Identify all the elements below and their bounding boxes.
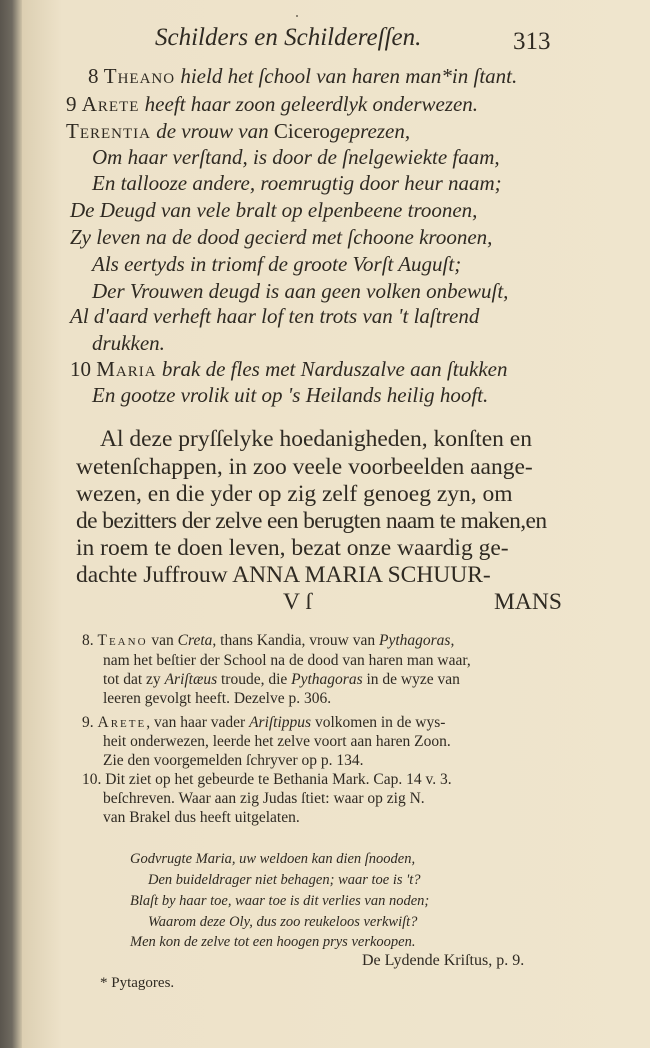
- body-line: wezen, en die yder op zig zelf genoeg zyn, om: [76, 481, 513, 507]
- footnote-line: tot dat zy Ariſtæus troude, die Pythagoras in de wyze van: [103, 671, 460, 688]
- verse-line: Al d'aard verheft haar lof ten trots van 't laſtrend: [70, 304, 480, 328]
- page-number: 313: [513, 28, 551, 55]
- verse-line: Om haar verſtand, is door de ſnelgewiekte faam,: [92, 145, 500, 169]
- footnote-line: beſchreven. Waar aan zig Judas ſtiet: waar op zig N.: [103, 790, 425, 807]
- signature-mark: V ſ: [283, 589, 312, 615]
- quoted-verse-line: Godvrugte Maria, uw weldoen kan dien ſnooden,: [130, 851, 416, 867]
- footnote-line: heit onderwezen, leerde het zelve voort aan haren Zoon.: [103, 733, 451, 750]
- quoted-verse-line: Men kon de zelve tot een hoogen prys verkoopen.: [130, 934, 416, 950]
- verse-line: En tallooze andere, roemrugtig door heur naam;: [92, 171, 502, 195]
- footnote-9: 9. Arete, van haar vader Ariſtippus volkomen in de wys-: [82, 714, 446, 731]
- body-line: de bezitters der zelve een berugten naam te maken,en: [76, 508, 547, 534]
- library-mark: [296, 15, 298, 17]
- catchword: MANS: [494, 589, 562, 615]
- asterisk-note: * Pytagores.: [100, 975, 175, 991]
- quote-attribution: De Lydende Kriſtus, p. 9.: [362, 952, 525, 969]
- body-line: Al deze pryſſelyke hoedanigheden, konſten en: [100, 426, 532, 452]
- verse-line: En gootze vrolik uit op 's Heilands heilig hooft.: [92, 383, 489, 407]
- verse-line: Terentia de vrouw van Cicerogeprezen,: [66, 119, 411, 143]
- verse-line: Der Vrouwen deugd is aan geen volken onbewuſt,: [92, 279, 509, 303]
- verse-line: 8 Theano hield het ſchool van haren man*in ſtant.: [88, 64, 518, 88]
- footnote-line: leeren gevolgt heeft. Dezelve p. 306.: [103, 690, 332, 707]
- body-line: dachte Juffrouw ANNA MARIA SCHUUR-: [76, 562, 491, 588]
- quoted-verse-line: Den buideldrager niet behagen; waar toe is 't?: [148, 872, 421, 888]
- verse-line: Als eertyds in triomf de groote Vorſt Auguſt;: [92, 252, 462, 276]
- body-line: in roem te doen leven, bezat onze waardig ge-: [76, 535, 509, 561]
- book-spine-shadow: [0, 0, 22, 1048]
- verse-line: drukken.: [92, 331, 165, 355]
- footnote-line: nam het beſtier der School na de dood van haren man waar,: [103, 652, 471, 669]
- footnote-10: 10. Dit ziet op het gebeurde te Bethania Mark. Cap. 14 v. 3.: [82, 771, 452, 788]
- quoted-verse-line: Blaſt by haar toe, waar toe is dit verlies van noden;: [130, 893, 430, 909]
- body-line: wetenſchappen, in zoo veele voorbeelden aange-: [76, 454, 533, 480]
- footnote-line: van Brakel dus heeft uitgelaten.: [103, 809, 300, 826]
- quoted-verse-line: Waarom deze Oly, dus zoo reukeloos verkwiſt?: [148, 914, 418, 930]
- running-title: Schilders en Schildereſſen.: [155, 24, 422, 51]
- footnote-line: Zie den voorgemelden ſchryver op p. 134.: [103, 752, 364, 769]
- verse-line: 10 Maria brak de fles met Narduszalve aan ſtukken: [70, 357, 508, 381]
- verse-line: 9 Arete heeft haar zoon geleerdlyk onderwezen.: [66, 92, 479, 116]
- verse-line: Zy leven na de dood gecierd met ſchoone kroonen,: [70, 225, 493, 249]
- verse-line: De Deugd van vele bralt op elpenbeene troonen,: [70, 198, 478, 222]
- footnote-8: 8. Teano van Creta, thans Kandia, vrouw van Pythagoras,: [82, 632, 455, 649]
